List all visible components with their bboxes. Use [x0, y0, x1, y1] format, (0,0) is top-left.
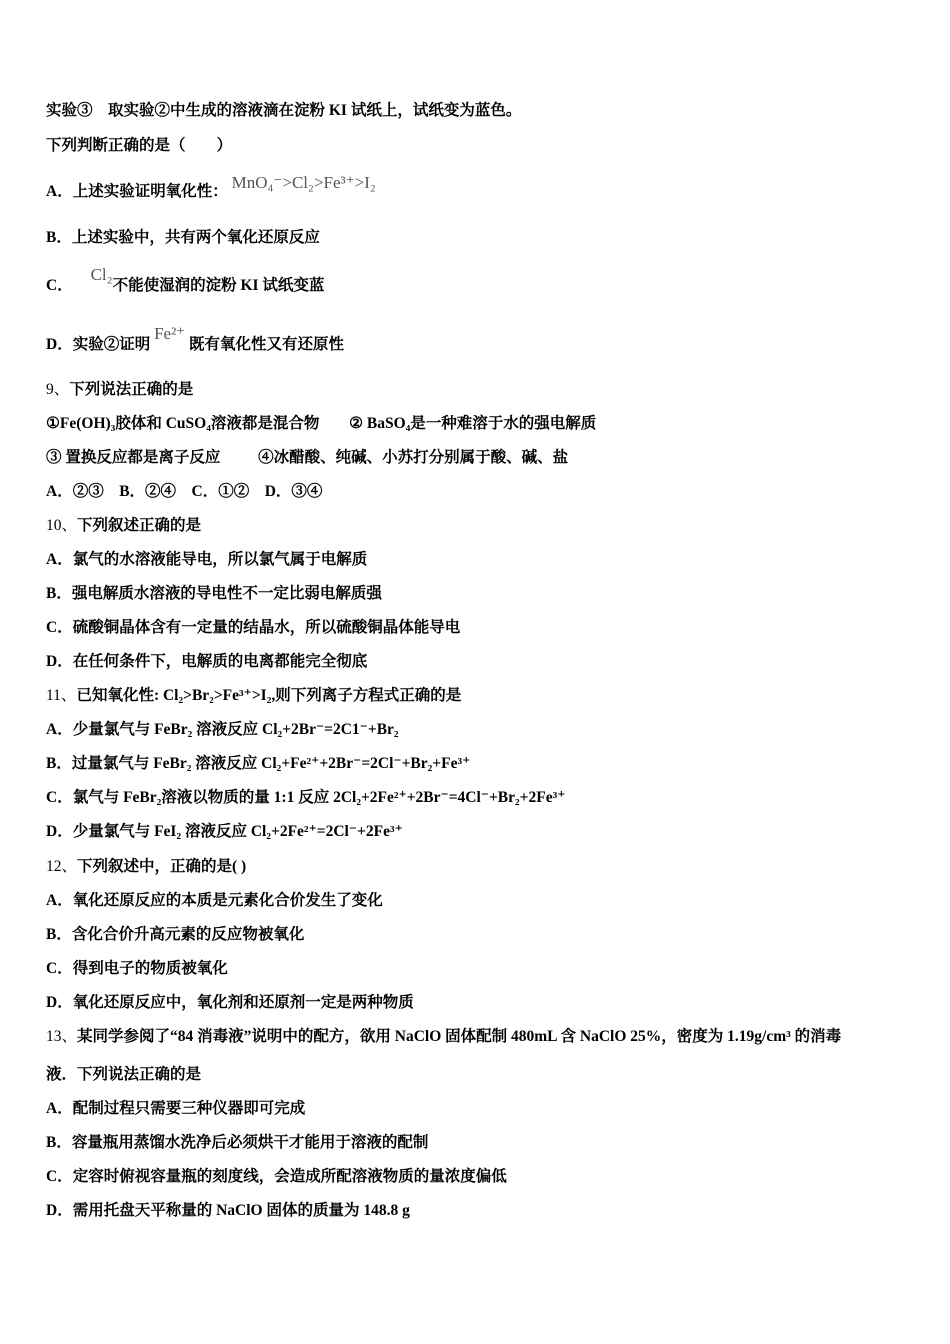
q10-option-a: A．氯气的水溶液能导电，所以氯气属于电解质 [46, 551, 368, 568]
q10-option-c: C．硫酸铜晶体含有一定量的结晶水，所以硫酸铜晶体能导电 [46, 619, 461, 636]
q10-option-d: D．在任何条件下，电解质的电离都能完全彻底 [46, 653, 368, 670]
q8-option-d-label: D．实验②证明 [46, 336, 151, 353]
q12-option-b: B．含化合价升高元素的反应物被氧化 [46, 926, 305, 943]
q8-option-d [46, 324, 345, 355]
q12-stem-line [46, 857, 246, 877]
q8-option-a [46, 173, 376, 202]
q9-statement-4: ④冰醋酸、纯碱、小苏打分别属于酸、碱、盐 [258, 449, 569, 466]
q10-number: 10、 [46, 517, 78, 534]
q13-number: 13、 [46, 1028, 78, 1045]
q11-option-d: D．少量氯气与 FeI₂ 溶液反应 Cl₂+2Fe²⁺=2Cl⁻+2Fe³⁺ [46, 823, 403, 840]
q13-stem: 某同学参阅了“84 消毒液”说明中的配方，欲用 NaClO 固体配制 480mL 含 NaClO 25%，密度为 1.19g/cm³ 的消毒 [77, 1028, 842, 1045]
q8-option-d-text: 既有氧化性又有还原性 [189, 336, 345, 353]
q9-statement-1: ①Fe(OH)₃胶体和 CuSO₄溶液都是混合物 [46, 415, 320, 432]
q12-option-c: C．得到电子的物质被氧化 [46, 960, 228, 977]
q9-statement-3: ③ 置换反应都是离子反应 [46, 449, 221, 466]
q13-option-a: A．配制过程只需要三种仪器即可完成 [46, 1100, 306, 1117]
q9-statements-3-4 [46, 448, 568, 468]
q11-number: 11、 [46, 687, 77, 704]
q11-option-a: A．少量氯气与 FeBr₂ 溶液反应 Cl₂+2Br⁻=2C1⁻+Br₂ [46, 721, 399, 738]
q13-option-b: B．容量瓶用蒸馏水洗净后必须烘干才能用于溶液的配制 [46, 1134, 429, 1151]
q9-statement-2: ② BaSO₄是一种难溶于水的强电解质 [349, 415, 597, 432]
q10-stem-line [46, 516, 201, 536]
q8-option-a-label: A．上述实验证明氧化性： [46, 183, 228, 200]
q12-number: 12、 [46, 858, 78, 875]
q12-stem: 下列叙述中，正确的是( ) [77, 858, 247, 875]
q10-option-b: B．强电解质水溶液的导电性不一定比弱电解质强 [46, 585, 382, 602]
q8-option-c [46, 265, 325, 296]
q9-number: 9、 [46, 381, 70, 398]
q8-option-c-formula: Cl₂ [90, 265, 113, 284]
q11-option-c: C．氯气与 FeBr₂溶液以物质的量 1:1 反应 2Cl₂+2Fe²⁺+2Br⁻=4Cl⁻+Br₂+2Fe³⁺ [46, 789, 566, 806]
q8-option-c-text: 不能使湿润的淀粉 KI 试纸变蓝 [112, 277, 325, 294]
q8-option-c-label: C． [46, 277, 73, 294]
q8-option-b: B．上述实验中，共有两个氧化还原反应 [46, 229, 320, 246]
q8-option-a-formula: MnO₄⁻>Cl₂>Fe³⁺>I₂ [231, 173, 376, 192]
q12-option-d: D．氧化还原反应中，氧化剂和还原剂一定是两种物质 [46, 994, 414, 1011]
q13-option-c: C．定容时俯视容量瓶的刻度线，会造成所配溶液物质的量浓度偏低 [46, 1168, 507, 1185]
q11-stem-line [46, 686, 461, 706]
q9-stem-line [46, 380, 193, 400]
q8-stem: 下列判断正确的是（ ） [46, 137, 233, 154]
q8-option-d-formula: Fe²⁺ [154, 324, 186, 343]
experiment-3-text: 实验③ 取实验②中生成的溶液滴在淀粉 KI 试纸上，试纸变为蓝色。 [46, 102, 522, 119]
q13-option-d: D．需用托盘天平称量的 NaClO 固体的质量为 148.8 g [46, 1202, 410, 1219]
q13-stem-line-2: 液．下列说法正确的是 [46, 1066, 202, 1083]
q9-options: A．②③ B．②④ C．①② D．③④ [46, 483, 323, 500]
q13-stem-line [46, 1027, 841, 1047]
q12-option-a: A．氧化还原反应的本质是元素化合价发生了变化 [46, 892, 383, 909]
q11-stem: 已知氧化性: Cl₂>Br₂>Fe³⁺>I₂,则下列离子方程式正确的是 [76, 687, 462, 704]
q9-stem: 下列说法正确的是 [69, 381, 194, 398]
q9-statements-1-2 [46, 414, 596, 434]
q10-stem: 下列叙述正确的是 [77, 517, 202, 534]
q11-option-b: B．过量氯气与 FeBr₂ 溶液反应 Cl₂+Fe²⁺+2Br⁻=2Cl⁻+Br₂+Fe³⁺ [46, 755, 471, 772]
